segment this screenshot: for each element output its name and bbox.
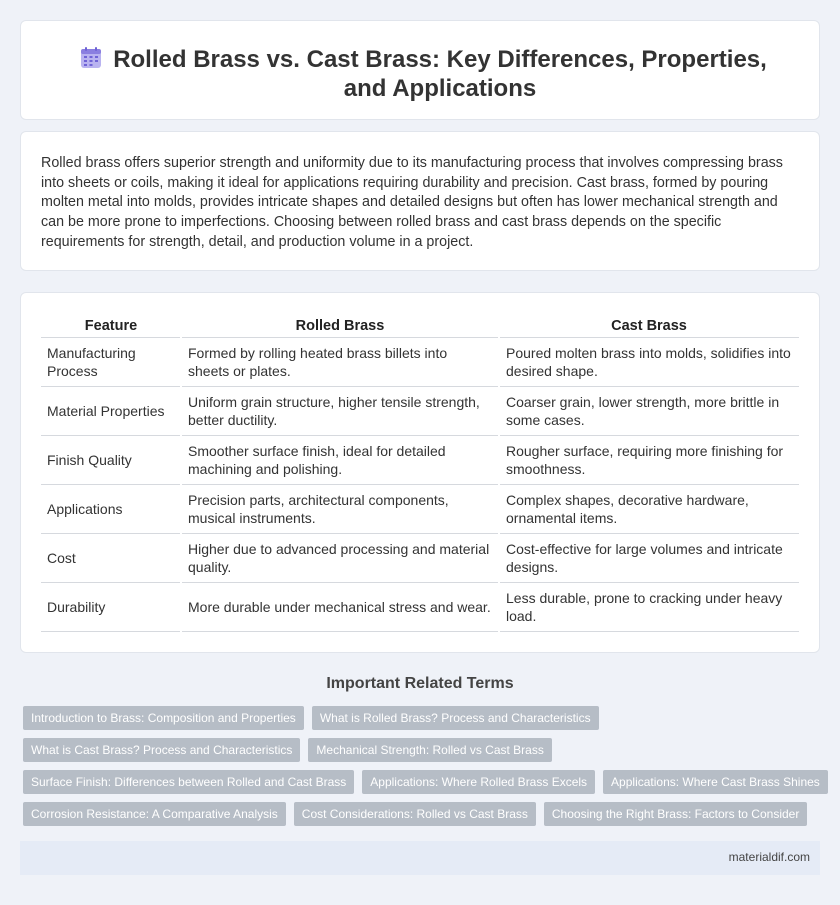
- feature-cell: Finish Quality: [41, 435, 181, 484]
- feature-cell: Cost: [41, 533, 181, 582]
- cast-brass-cell: Cost-effective for large volumes and intricate designs.: [499, 533, 799, 582]
- feature-cell: Applications: [41, 484, 181, 533]
- related-term-tag[interactable]: Corrosion Resistance: A Comparative Analysis: [23, 802, 286, 826]
- comparison-table-card: [20, 292, 820, 653]
- related-terms-list: [23, 706, 823, 834]
- related-term-tag[interactable]: Introduction to Brass: Composition and Properties: [23, 706, 304, 730]
- rolled-brass-cell: More durable under mechanical stress and wear.: [181, 582, 499, 631]
- related-terms-title: Important Related Terms: [326, 675, 514, 692]
- page-title: Rolled Brass vs. Cast Brass: Key Differences, Properties, and Applications: [113, 46, 767, 102]
- tag-row: [23, 802, 823, 826]
- related-term-tag[interactable]: Applications: Where Rolled Brass Excels: [362, 770, 595, 794]
- table-row: [41, 582, 799, 631]
- feature-cell: Material Properties: [41, 386, 181, 435]
- footer-site-link[interactable]: materialdif.com: [728, 850, 810, 864]
- intro-paragraph: Rolled brass offers superior strength and uniformity due to its manufacturing process that involves compressing brass into sheets or coils, making it ideal for applications requiring durability and precision. Cast brass, formed by pouring molten metal into molds, provides intricate shapes and detailed designs but often has lower mechanical strength and can be more prone to imperfections. Choosing between rolled brass and cast brass depends on the specific requirements for strength, detail, and production volume in a project.: [41, 155, 783, 250]
- table-row: [41, 435, 799, 484]
- rolled-brass-cell: Formed by rolling heated brass billets into sheets or plates.: [181, 337, 499, 386]
- rolled-brass-cell: Smoother surface finish, ideal for detailed machining and polishing.: [181, 435, 499, 484]
- header-card: [20, 20, 820, 120]
- footer: [20, 841, 820, 875]
- header-rolled-brass: Rolled Brass: [181, 315, 499, 337]
- cast-brass-cell: Poured molten brass into molds, solidifies into desired shape.: [499, 337, 799, 386]
- cast-brass-cell: Coarser grain, lower strength, more brittle in some cases.: [499, 386, 799, 435]
- header-feature: Feature: [41, 315, 181, 337]
- table-row: [41, 484, 799, 533]
- rolled-brass-cell: Higher due to advanced processing and material quality.: [181, 533, 499, 582]
- feature-cell: Durability: [41, 582, 181, 631]
- feature-cell: Manufacturing Process: [41, 337, 181, 386]
- related-term-tag[interactable]: Applications: Where Cast Brass Shines: [603, 770, 828, 794]
- tag-row: [23, 706, 823, 730]
- cast-brass-cell: Less durable, prone to cracking under heavy load.: [499, 582, 799, 631]
- cast-brass-cell: Rougher surface, requiring more finishing for smoothness.: [499, 435, 799, 484]
- intro-card: [20, 131, 820, 271]
- related-term-tag[interactable]: Surface Finish: Differences between Rolled and Cast Brass: [23, 770, 354, 794]
- rolled-brass-cell: Uniform grain structure, higher tensile strength, better ductility.: [181, 386, 499, 435]
- tag-row: [23, 770, 823, 794]
- related-term-tag[interactable]: Choosing the Right Brass: Factors to Consider: [544, 802, 807, 826]
- table-row: [41, 337, 799, 386]
- cast-brass-cell: Complex shapes, decorative hardware, ornamental items.: [499, 484, 799, 533]
- related-term-tag[interactable]: What is Rolled Brass? Process and Characteristics: [312, 706, 599, 730]
- related-term-tag[interactable]: Cost Considerations: Rolled vs Cast Brass: [294, 802, 536, 826]
- table-header-row: [41, 315, 799, 337]
- comparison-table: [41, 315, 799, 632]
- tag-row: [23, 738, 823, 762]
- rolled-brass-cell: Precision parts, architectural components, musical instruments.: [181, 484, 499, 533]
- related-term-tag[interactable]: Mechanical Strength: Rolled vs Cast Brass: [308, 738, 551, 762]
- header-cast-brass: Cast Brass: [499, 315, 799, 337]
- calendar-icon: [79, 46, 103, 70]
- table-row: [41, 386, 799, 435]
- table-row: [41, 533, 799, 582]
- related-term-tag[interactable]: What is Cast Brass? Process and Characteristics: [23, 738, 300, 762]
